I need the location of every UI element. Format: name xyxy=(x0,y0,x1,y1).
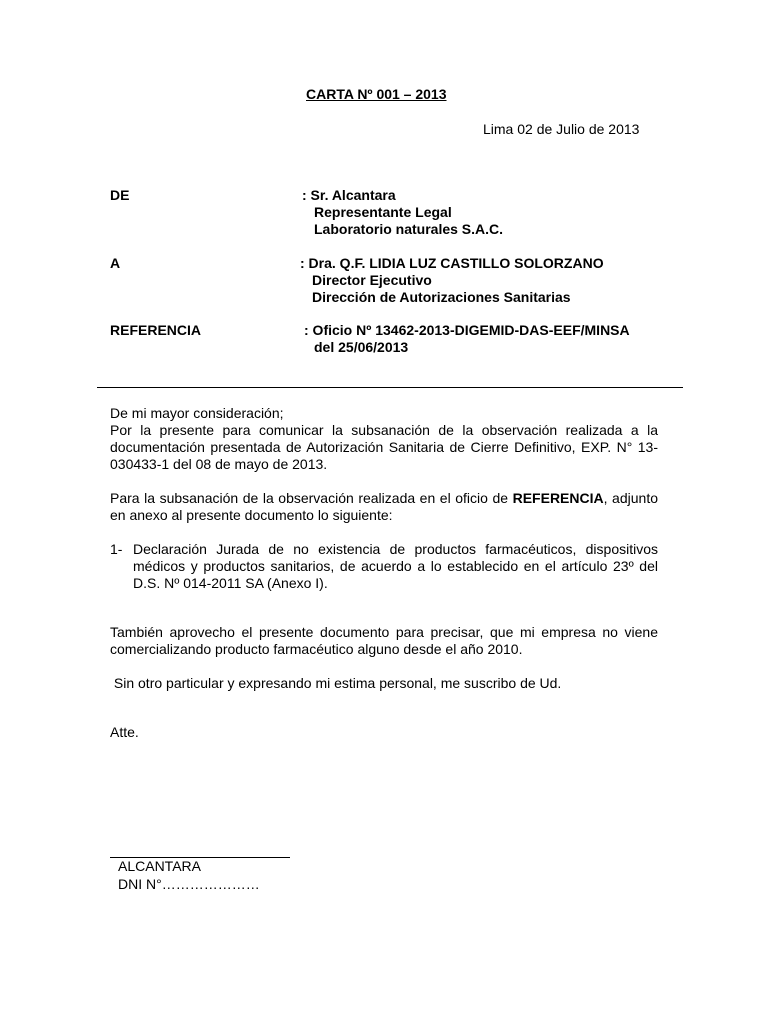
paragraph-2-text-a: Para la subsanación de la observación realizada en el oficio de xyxy=(110,490,513,506)
a-line3: Dirección de Autorizaciones Sanitarias xyxy=(312,289,571,305)
de-label: DE xyxy=(110,187,130,203)
referencia-line1: : Oficio Nº 13462-2013-DIGEMID-DAS-EEF/MINSA xyxy=(304,322,630,338)
divider-line xyxy=(97,387,683,388)
paragraph-4: Sin otro particular y expresando mi estima personal, me suscribo de Ud. xyxy=(110,675,562,691)
referencia-label: REFERENCIA xyxy=(110,322,202,338)
closing: Atte. xyxy=(110,724,139,740)
letter-title: CARTA Nº 001 – 2013 xyxy=(306,86,447,102)
list-item-text: Declaración Jurada de no existencia de productos farmacéuticos, dispositivos médicos y productos sanitarios, de acuerdo a lo establecido en el artículo 23º del D.S. Nº 014-2011 SA (Anexo I). xyxy=(133,541,658,591)
de-line1: : Sr. Alcantara xyxy=(302,187,396,203)
a-line2: Director Ejecutivo xyxy=(312,272,432,288)
paragraph-2-bold: REFERENCIA xyxy=(512,490,604,506)
paragraph-1: Por la presente para comunicar la subsanación de la observación realizada a la documentación presentada de Autorización Sanitaria de Cierre Definitivo, EXP. N° 13-030433-1 del 08 de mayo de 2013. xyxy=(110,422,658,472)
greeting: De mi mayor consideración; xyxy=(110,405,284,421)
de-line2: Representante Legal xyxy=(314,204,452,220)
paragraph-2-text-b: , adjunto en anexo al presente documento lo siguiente: xyxy=(110,490,658,523)
paragraph-3: También aprovecho el presente documento para precisar, que mi empresa no viene comercializando producto farmacéutico alguno desde el año 2010. xyxy=(110,624,658,657)
signature-dni: DNI N°………………… xyxy=(118,876,260,892)
letter-date: Lima 02 de Julio de 2013 xyxy=(483,121,640,137)
referencia-line2: del 25/06/2013 xyxy=(314,339,409,355)
a-line1: : Dra. Q.F. LIDIA LUZ CASTILLO SOLORZANO xyxy=(300,255,604,271)
signature-name: ALCANTARA xyxy=(118,858,201,874)
a-label: A xyxy=(110,255,121,271)
list-item-number: 1- xyxy=(110,541,123,557)
de-line3: Laboratorio naturales S.A.C. xyxy=(314,221,504,237)
paragraph-2 xyxy=(110,490,658,524)
